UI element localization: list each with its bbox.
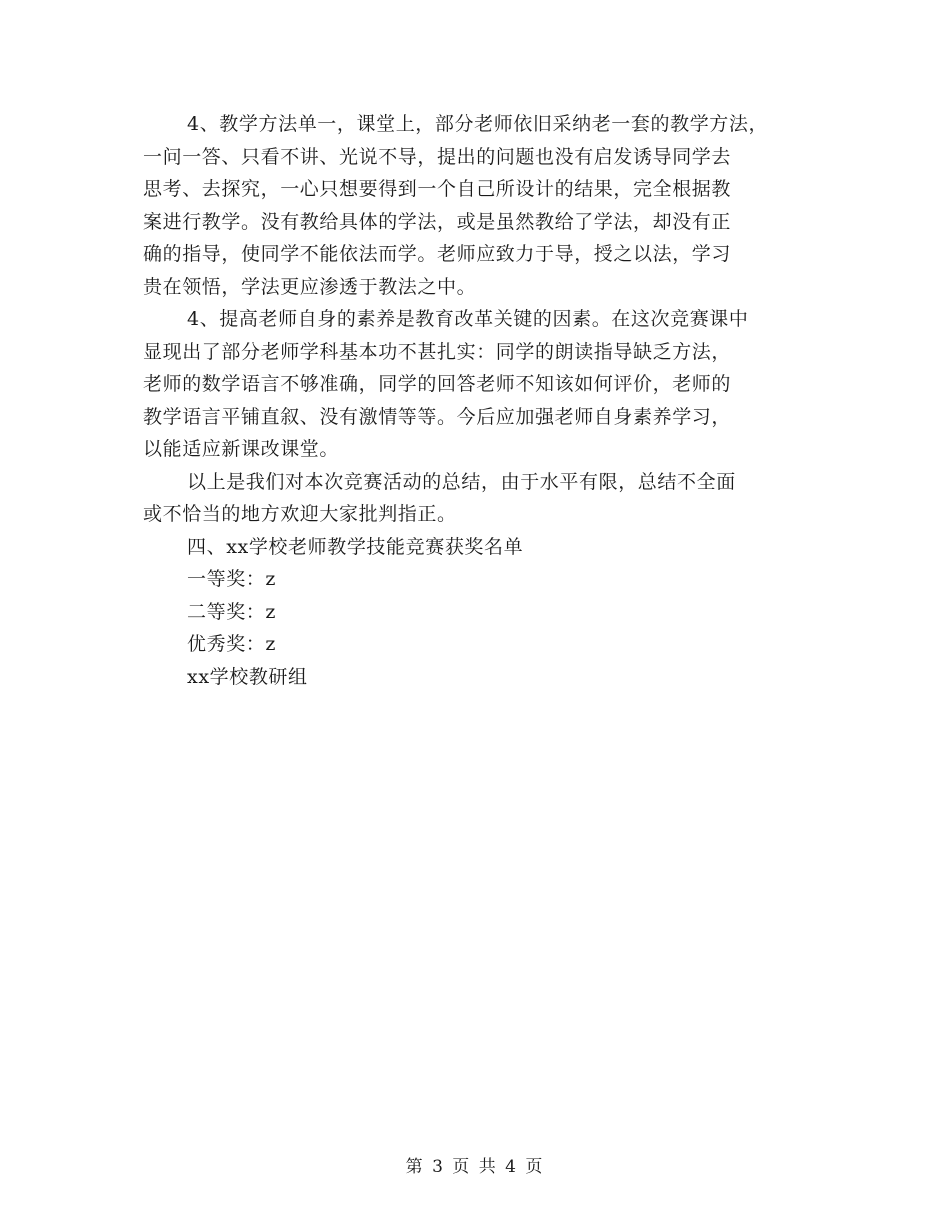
text-line: 案进行教学。没有教给具体的学法，或是虽然教给了学法，却没有正: [143, 210, 732, 233]
page-number: 第 3 页 共 4 页: [405, 1157, 545, 1177]
text-line: 教学语言平铺直叙、没有激情等等。今后应加强老师自身素养学习，: [143, 405, 732, 428]
text-line: 以能适应新课改课堂。: [143, 438, 340, 460]
text-line: 一问一答、只看不讲、光说不导，提出的问题也没有启发诱导同学去: [143, 145, 732, 168]
text-line: 以上是我们对本次竞赛活动的总结，由于水平有限，总结不全面: [187, 470, 736, 493]
text-line: 显现出了部分老师学科基本功不甚扎实：同学的朗读指导缺乏方法，: [143, 340, 732, 363]
text-line: 确的指导，使同学不能依法而学。老师应致力于导，授之以法，学习: [143, 243, 732, 265]
award-item: 一等奖：z: [187, 568, 277, 590]
paragraph-conclusion: [143, 466, 823, 531]
paragraph-teacher-quality: [143, 303, 823, 466]
awards-list: [143, 563, 823, 661]
text-line: 老师的数学语言不够准确，同学的回答老师不知该如何评价，老师的: [143, 373, 732, 395]
section-heading: 四、xx学校老师教学技能竞赛获奖名单: [187, 535, 524, 558]
paragraph-teaching-method: [143, 108, 823, 303]
document-body: [143, 108, 823, 693]
award-item: 二等奖：z: [187, 600, 277, 623]
award-item: 优秀奖：z: [187, 633, 277, 655]
text-line: 4、教学方法单一，课堂上，部分老师依旧采纳老一套的教学方法，: [187, 113, 769, 135]
text-line: 思考、去探究，一心只想要得到一个自己所设计的结果，完全根据教: [143, 178, 732, 200]
text-line: 4、提高老师自身的素养是教育改革关键的因素。在这次竞赛课中: [187, 308, 749, 330]
signature: xx学校教研组: [187, 665, 308, 688]
text-line: 或不恰当的地方欢迎大家批判指正。: [143, 503, 457, 525]
text-line: 贵在领悟，学法更应渗透于教法之中。: [143, 275, 477, 298]
